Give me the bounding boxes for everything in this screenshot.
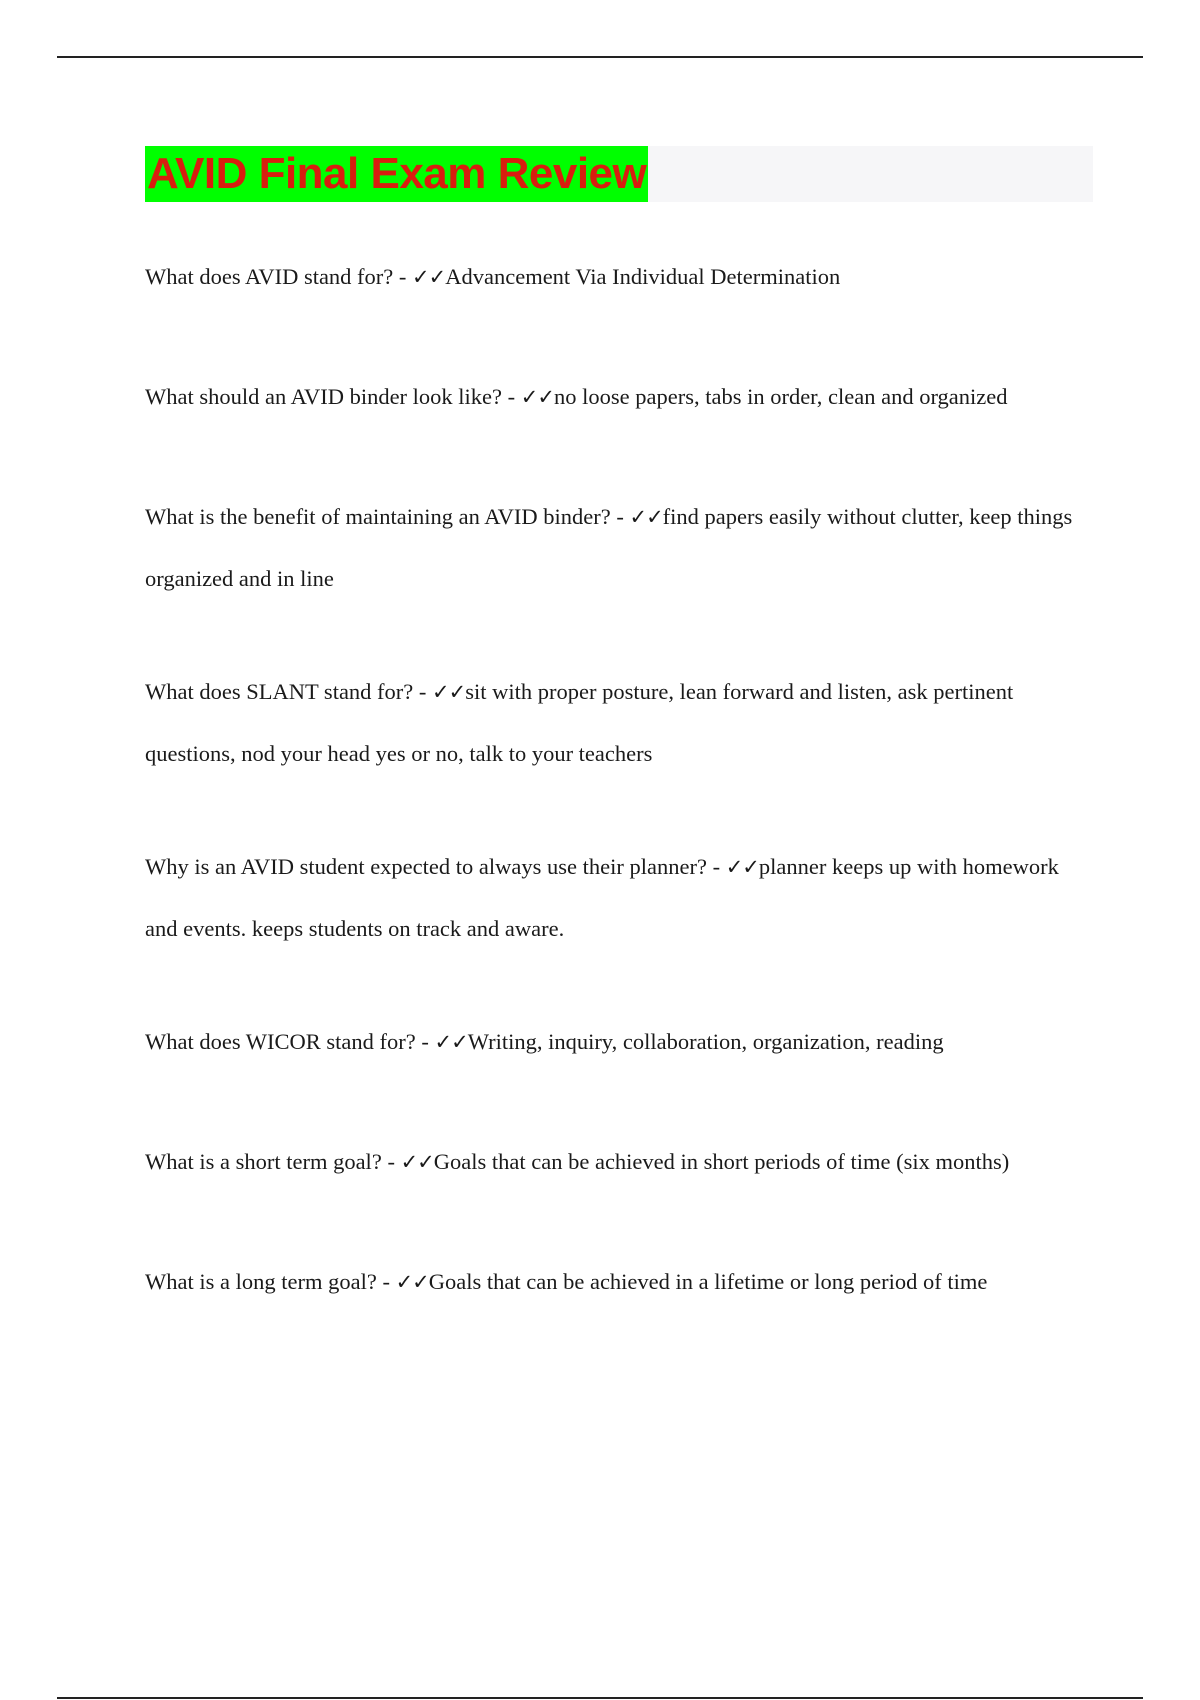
qa-item (145, 1251, 1095, 1313)
answer-text: planner keeps up with homework and events. keeps students on track and aware. (145, 854, 1059, 941)
separator: - (393, 264, 413, 289)
separator: - (381, 1149, 401, 1174)
separator: - (415, 1029, 435, 1054)
double-check-icon: ✓✓ (432, 680, 466, 704)
separator: - (376, 1269, 396, 1294)
answer-text: Advancement Via Individual Determination (445, 264, 841, 289)
question-text: What does WICOR stand for? (145, 1029, 416, 1054)
answer-text: Goals that can be achieved in short periods of time (six months) (433, 1149, 1010, 1174)
qa-item (145, 486, 1095, 609)
qa-item (145, 661, 1095, 784)
question-text: What does AVID stand for? (145, 264, 394, 289)
qa-list (145, 246, 1095, 1313)
page-title: AVID Final Exam Review (145, 146, 648, 202)
answer-text: sit with proper posture, lean forward and listen, ask pertinent questions, nod your head yes or no, talk to your teachers (145, 679, 1014, 766)
qa-item (145, 1131, 1095, 1193)
question-text: What is a short term goal? (145, 1149, 382, 1174)
double-check-icon: ✓✓ (725, 855, 759, 879)
double-check-icon: ✓✓ (400, 1150, 434, 1174)
double-check-icon: ✓✓ (434, 1030, 468, 1054)
answer-text: no loose papers, tabs in order, clean and organized (553, 384, 1008, 409)
question-text: Why is an AVID student expected to always use their planner? (145, 854, 707, 879)
separator: - (502, 384, 521, 409)
separator: - (413, 679, 433, 704)
double-check-icon: ✓✓ (629, 505, 663, 529)
qa-item (145, 246, 1095, 308)
double-check-icon: ✓✓ (412, 265, 446, 289)
separator: - (706, 854, 726, 879)
qa-item (145, 836, 1095, 959)
question-text: What does SLANT stand for? (145, 679, 414, 704)
qa-item (145, 1011, 1095, 1073)
double-check-icon: ✓✓ (395, 1270, 429, 1294)
answer-text: Goals that can be achieved in a lifetime or long period of time (428, 1269, 988, 1294)
answer-text: Writing, inquiry, collaboration, organization, reading (467, 1029, 944, 1054)
question-text: What should an AVID binder look like? (145, 384, 503, 409)
separator: - (610, 504, 630, 529)
double-check-icon: ✓✓ (520, 385, 554, 409)
qa-item (145, 366, 1095, 428)
answer-text: find papers easily without clutter, keep things organized and in line (145, 504, 1073, 591)
top-rule (57, 56, 1143, 58)
question-text: What is the benefit of maintaining an AVID binder? (145, 504, 611, 529)
bottom-rule (57, 1697, 1143, 1699)
question-text: What is a long term goal? (145, 1269, 377, 1294)
